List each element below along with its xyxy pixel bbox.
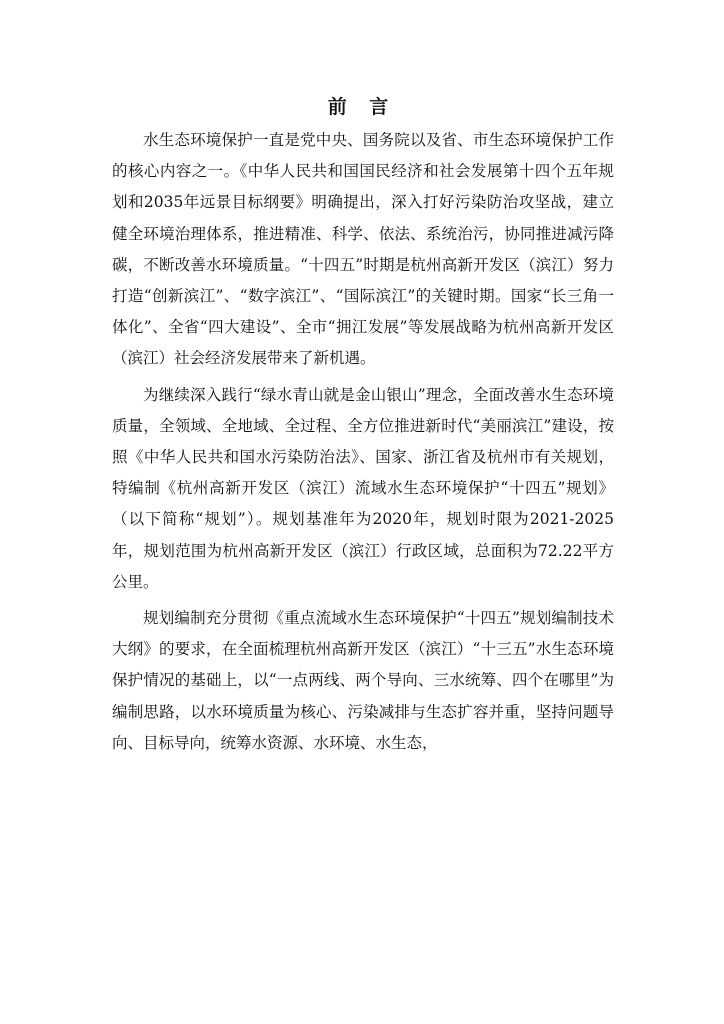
document-body <box>112 125 614 764</box>
page-title: 前 言 <box>327 96 397 118</box>
paragraph-3: 规划编制充分贯彻《重点流域水生态环境保护“十四五”规划编制技术大纲》的要求，在全面梳理杭州高新开发区（滨江）“十三五”水生态环境保护情况的基础上，以“一点两线、两个导向、三水统筹、四个在哪里”为编制思路，以水环境质量为核心、污染减排与生态扩容并重，坚持问题导向、目标导向，统筹水资源、水环境、水生态， <box>112 609 614 752</box>
paragraph-2: 为继续深入践行“绿水青山就是金山银山”理念，全面改善水生态环境质量，全领域、全地域、全过程、全方位推进新时代“美丽滨江”建设，按照《中华人民共和国水污染防治法》、国家、浙江省及杭州市有关规划，特编制《杭州高新开发区（滨江）流域水生态环境保护“十四五”规划》（以下简称“规划”）。规划基准年为2020年，规划时限为2021-2025年，规划范围为杭州高新开发区（滨江）行政区域，总面积为72.22平方公里。 <box>112 385 614 591</box>
paragraph-1: 水生态环境保护一直是党中央、国务院以及省、市生态环境保护工作的核心内容之一。《中华人民共和国国民经济和社会发展第十四个五年规划和2035年远景目标纲要》明确提出，深入打好污染防治攻坚战，建立健全环境治理体系，推进精准、科学、依法、系统治污，协同推进减污降碳，不断改善水环境质量。“十四五”时期是杭州高新开发区（滨江）努力打造“创新滨江”、“数字滨江”、“国际滨江”的关键时期。国家“长三角一体化”、全省“四大建设”、全市“拥江发展”等发展战略为杭州高新开发区（滨江）社会经济发展带来了新机遇。 <box>112 131 614 368</box>
